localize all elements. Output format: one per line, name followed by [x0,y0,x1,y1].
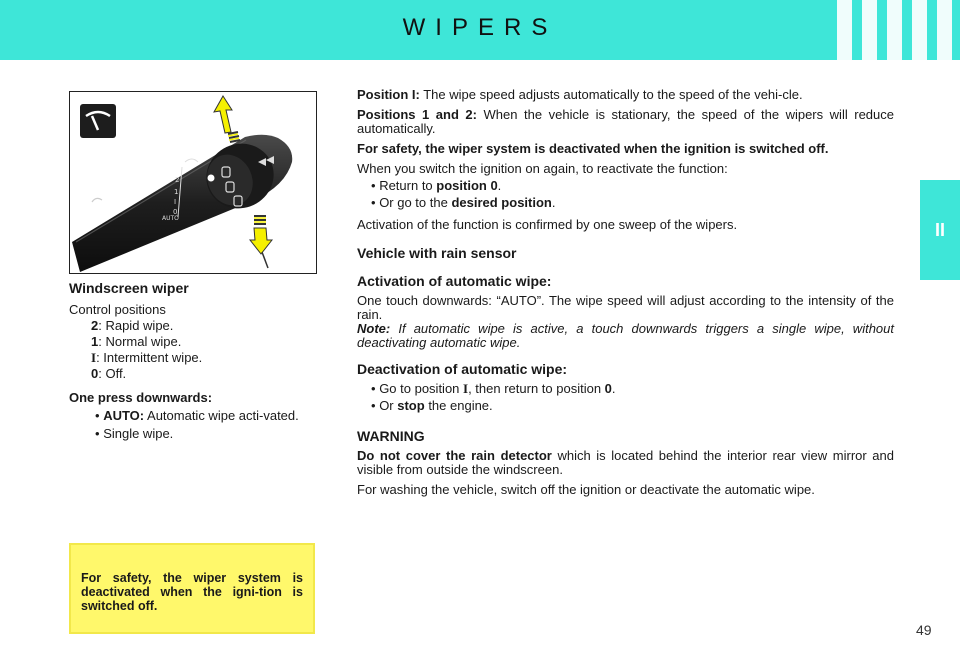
header-stripe [912,0,927,60]
safety-note-box [69,543,315,634]
paragraph [357,108,894,136]
position-item [91,334,319,350]
position-item [91,350,319,366]
bullet-glyph: • [371,398,376,413]
paragraph-text: The wipe speed adjusts automatically to the speed of the vehi-cle. [419,87,803,102]
header-stripe [887,0,902,60]
paragraph: When you switch the ignition on again, to reactivate the function: [357,161,728,176]
list-text: Return to [379,178,437,193]
header-bar [0,0,960,60]
right-column [357,88,894,503]
header-stripe [862,0,877,60]
list-key: stop [397,398,425,413]
chapter-tab[interactable] [920,180,960,280]
auto-text: Automatic wipe acti-vated. [144,408,299,423]
positions-key: Positions 1 and 2: [357,107,477,122]
one-press-heading: One press downwards: [69,390,213,405]
list-key: 0 [604,381,612,396]
list-item [357,382,894,396]
page-title: WIPERS [402,14,558,41]
list-item [89,426,319,442]
auto-label: AUTO [162,215,179,222]
header-stripes [827,0,952,60]
warning-paragraph [357,449,894,477]
bullet-glyph: • [371,195,376,210]
list-text: . [551,195,556,210]
header-stripe [937,0,952,60]
position-item [91,318,319,334]
warning-key: Do not cover the rain detector [357,448,552,463]
arrow-down-icon [250,216,272,268]
heading-warning: WARNING [357,428,425,444]
list-key: desired position [451,195,552,210]
paragraph: For washing the vehicle, switch off the ignition or deactivate the automatic wipe. [357,482,815,497]
position-text: : Intermittent wipe. [96,350,203,365]
safety-paragraph: For safety, the wiper system is deactivated when the ignition is switched off. [357,141,829,156]
bullet-glyph: • [371,381,376,396]
position-text: : Rapid wipe. [98,318,174,333]
single-wipe-text: Single wipe. [103,426,174,441]
list-item [89,408,319,424]
position-key: 0 [91,366,99,381]
list-text: Or go to the [379,195,452,210]
list-key: I [463,381,469,396]
list-text: Go to position [379,381,464,396]
bullet-glyph: • [95,426,100,441]
position-key: 1 [91,334,99,349]
position-key: 2 [91,318,99,333]
control-positions-label: Control positions [69,302,166,317]
left-column [69,280,319,444]
list-item [357,399,894,413]
position-text: : Off. [98,366,127,381]
dot-icon [208,175,215,182]
scale-label: 2 [175,176,180,184]
auto-key: AUTO: [103,408,145,423]
list-text: Or [379,398,398,413]
note-text: If automatic wipe is active, a touch downwards triggers a single wipe, without deactivating automatic wipe. [357,321,894,350]
list-text: , then return to position [468,381,605,396]
position-text: : Normal wipe. [98,334,182,349]
position-i-key: Position I: [357,87,420,102]
wiper-stalk-illustration [70,92,316,273]
note-key: Note: [357,321,391,336]
position-key: I [91,350,97,365]
page-number: 49 [916,622,932,638]
scale-label: 1 [174,188,179,196]
scale-label: 0 [173,208,178,216]
safety-note-text: For safety, the wiper system is deactivated when the igni-tion is switched off. [81,571,303,613]
warning-text: which is located behind the interior rear view mirror and visible from outside the windscreen. [357,448,894,477]
section-heading-windscreen-wiper: Windscreen wiper [69,280,189,296]
position-item [91,366,319,382]
list-text: . [497,178,502,193]
heading-rain-sensor: Vehicle with rain sensor [357,245,517,261]
header-stripe [837,0,852,60]
bullet-glyph: • [95,408,100,423]
scale-label: I [174,198,177,206]
paragraph: One touch downwards: “AUTO”. The wipe speed will adjust according to the intensity of the rain. [357,293,894,322]
one-press-list [69,408,319,442]
heading-deactivation: Deactivation of automatic wipe: [357,361,568,377]
bullet-glyph: • [371,178,376,193]
list-key: position 0 [436,178,498,193]
list-text: the engine. [424,398,493,413]
list-text: . [611,381,616,396]
paragraph: Activation of the function is confirmed by one sweep of the wipers. [357,217,738,232]
note-paragraph [357,322,894,350]
position-list [69,318,319,382]
paragraph [357,88,894,102]
list-item [357,179,894,193]
paragraph-text: When the vehicle is stationary, the speed of the wipers will reduce automatically. [357,107,894,136]
windscreen-wiper-icon [80,104,116,138]
list-item [357,196,894,210]
chapter-tab-label: II [934,219,945,240]
heading-activation: Activation of automatic wipe: [357,273,552,289]
arrow-up-icon [214,96,240,142]
wiper-stalk-figure [69,91,317,274]
